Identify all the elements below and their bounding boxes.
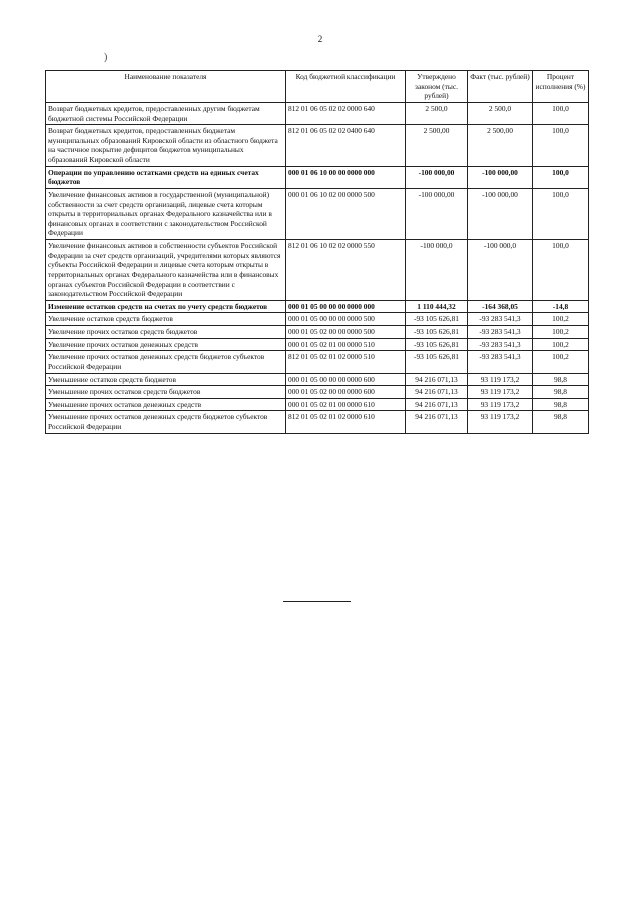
- cell-percent: 100,0: [533, 102, 589, 124]
- cell-percent: -14,8: [533, 300, 589, 313]
- table-row: [46, 125, 589, 167]
- cell-code: 812 01 06 05 02 02 0000 640: [286, 102, 406, 124]
- cell-fact: 93 119 173,2: [468, 373, 533, 386]
- table-row: [46, 398, 589, 411]
- cell-code: 812 01 05 02 01 02 0000 510: [286, 351, 406, 373]
- cell-name: Возврат бюджетных кредитов, предоставленных другим бюджетам бюджетной системы Российской Федерации: [46, 102, 286, 124]
- cell-name: Изменение остатков средств на счетах по учету средств бюджетов: [46, 300, 286, 313]
- cell-code: 812 01 06 10 02 02 0000 550: [286, 240, 406, 301]
- cell-name: Уменьшение прочих остатков денежных средств: [46, 398, 286, 411]
- page-number: 2: [317, 34, 323, 44]
- table-row: [46, 240, 589, 301]
- table-row: [46, 313, 589, 326]
- cell-fact: -164 368,05: [468, 300, 533, 313]
- header-fact: Факт (тыс. рублей): [468, 71, 533, 103]
- cell-name: Уменьшение прочих остатков денежных средств бюджетов субъектов Российской Федерации: [46, 411, 286, 433]
- table-row: [46, 373, 589, 386]
- cell-fact: 93 119 173,2: [468, 398, 533, 411]
- cell-name: Операции по управлению остатками средств на единых счетах бюджетов: [46, 166, 286, 188]
- table-row: [46, 326, 589, 339]
- cell-code: 812 01 06 05 02 02 0400 640: [286, 125, 406, 167]
- cell-fact: -93 283 541,3: [468, 313, 533, 326]
- cell-approved: 1 110 444,32: [406, 300, 468, 313]
- cell-name: Уменьшение остатков средств бюджетов: [46, 373, 286, 386]
- cell-name: Увеличение прочих остатков денежных средств бюджетов субъектов Российской Федерации: [46, 351, 286, 373]
- table-row: [46, 338, 589, 351]
- cell-percent: 100,2: [533, 313, 589, 326]
- table-row: [46, 188, 589, 239]
- cell-name: Увеличение финансовых активов в собственности субъектов Российской Федерации за счет средств организаций, учредителями которых являются субъекты Российской Федерации и лицевые счета которым открыты в территориальных органах Федерального казначейства или в финансовых органах субъектов Российской Федерации в соответствии с законодательством Российской Федерации: [46, 240, 286, 301]
- table-row: [46, 102, 589, 124]
- cell-code: 000 01 05 00 00 00 0000 600: [286, 373, 406, 386]
- cell-approved: -100 000,0: [406, 240, 468, 301]
- cell-fact: 93 119 173,2: [468, 411, 533, 433]
- table-body: [46, 102, 589, 433]
- cell-approved: -93 105 626,81: [406, 326, 468, 339]
- cell-approved: -93 105 626,81: [406, 351, 468, 373]
- cell-code: 000 01 05 00 00 00 0000 000: [286, 300, 406, 313]
- cell-percent: 100,0: [533, 125, 589, 167]
- cell-percent: 98,8: [533, 411, 589, 433]
- cell-fact: -100 000,0: [468, 240, 533, 301]
- cell-code: 000 01 05 02 01 00 0000 510: [286, 338, 406, 351]
- cell-name: Увеличение прочих остатков денежных средств: [46, 338, 286, 351]
- cell-code: 000 01 05 02 00 00 0000 600: [286, 386, 406, 399]
- cell-code: 000 01 06 10 00 00 0000 000: [286, 166, 406, 188]
- header-code: Код бюджетной классификации: [286, 71, 406, 103]
- table-row: [46, 411, 589, 433]
- scan-mark: ): [104, 52, 108, 63]
- cell-code: 000 01 05 02 01 00 0000 610: [286, 398, 406, 411]
- cell-percent: 100,2: [533, 351, 589, 373]
- cell-name: Увеличение остатков средств бюджетов: [46, 313, 286, 326]
- cell-name: Увеличение прочих остатков средств бюджетов: [46, 326, 286, 339]
- table-row: [46, 386, 589, 399]
- cell-fact: -93 283 541,3: [468, 326, 533, 339]
- cell-percent: 98,8: [533, 386, 589, 399]
- cell-name: Уменьшение прочих остатков средств бюджетов: [46, 386, 286, 399]
- cell-fact: -93 283 541,3: [468, 338, 533, 351]
- header-approved: Утверждено законом (тыс. рублей): [406, 71, 468, 103]
- cell-code: 812 01 05 02 01 02 0000 610: [286, 411, 406, 433]
- cell-approved: 94 216 071,13: [406, 386, 468, 399]
- cell-fact: -100 000,00: [468, 188, 533, 239]
- table-row: [46, 351, 589, 373]
- cell-name: Возврат бюджетных кредитов, предоставленных бюджетам муниципальных образований Кировской области из областного бюджета на частичное покрытие дефицитов бюджетов муниципальных образований Кировской области: [46, 125, 286, 167]
- table-row: [46, 300, 589, 313]
- table-row: [46, 166, 589, 188]
- cell-percent: 100,0: [533, 240, 589, 301]
- cell-name: Увеличение финансовых активов в государственной (муниципальной) собственности за счет средств организаций, лицевые счета которым открыты в территориальных органах Федерального казначейства или в финансовых органах в соответствии с законодательством Российской Федерации: [46, 188, 286, 239]
- cell-code: 000 01 05 02 00 00 0000 500: [286, 326, 406, 339]
- separator-line: [283, 601, 351, 602]
- budget-table: [45, 70, 589, 434]
- cell-percent: 100,0: [533, 188, 589, 239]
- cell-fact: -93 283 541,3: [468, 351, 533, 373]
- cell-percent: 98,8: [533, 398, 589, 411]
- cell-percent: 98,8: [533, 373, 589, 386]
- header-name: Наименование показателя: [46, 71, 286, 103]
- cell-code: 000 01 05 00 00 00 0000 500: [286, 313, 406, 326]
- cell-fact: 2 500,0: [468, 102, 533, 124]
- cell-approved: 94 216 071,13: [406, 373, 468, 386]
- cell-code: 000 01 06 10 02 00 0000 500: [286, 188, 406, 239]
- cell-approved: -100 000,00: [406, 188, 468, 239]
- cell-approved: 2 500,0: [406, 102, 468, 124]
- cell-approved: -93 105 626,81: [406, 313, 468, 326]
- cell-approved: 94 216 071,13: [406, 398, 468, 411]
- cell-fact: -100 000,00: [468, 166, 533, 188]
- cell-approved: -100 000,00: [406, 166, 468, 188]
- header-percent: Процент исполнения (%): [533, 71, 589, 103]
- cell-fact: 2 500,00: [468, 125, 533, 167]
- table-header: [46, 71, 589, 103]
- cell-fact: 93 119 173,2: [468, 386, 533, 399]
- cell-approved: 2 500,00: [406, 125, 468, 167]
- cell-percent: 100,0: [533, 166, 589, 188]
- cell-approved: -93 105 626,81: [406, 338, 468, 351]
- cell-percent: 100,2: [533, 338, 589, 351]
- cell-approved: 94 216 071,13: [406, 411, 468, 433]
- cell-percent: 100,2: [533, 326, 589, 339]
